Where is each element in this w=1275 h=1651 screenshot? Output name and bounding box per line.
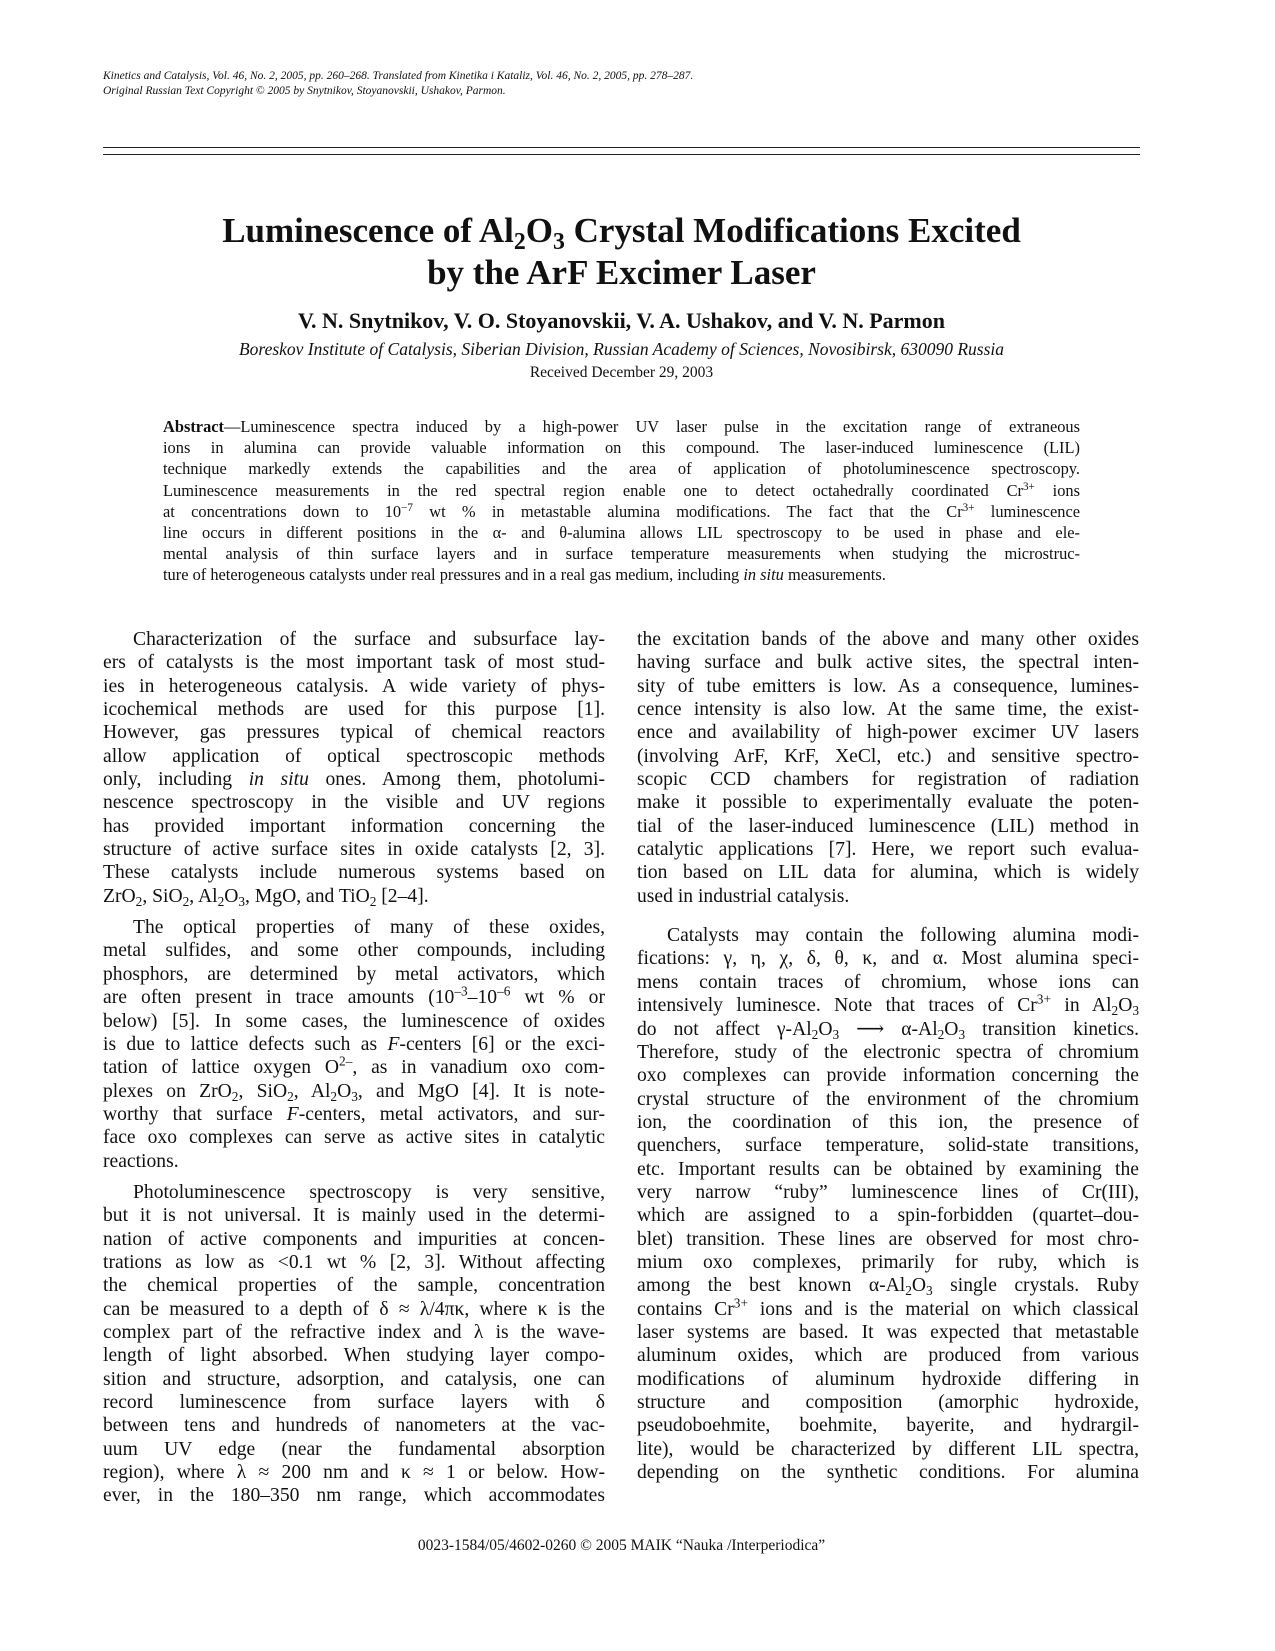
- copyright-line: Original Russian Text Copyright © 2005 by Snytnikov, Stoyanovskii, Ushakov, Parmon.: [103, 85, 506, 97]
- abstract-line: mental analysis of thin surface layers and in surface temperature measurements when studying the microstruc-: [163, 544, 1080, 564]
- abstract-line: ions in alumina can provide valuable information on this compound. The laser-induced luminescence (LIL): [163, 438, 1080, 458]
- abstract-line: line occurs in different positions in the α- and θ-alumina allows LIL spectroscopy to be used in phase and ele-: [163, 523, 1080, 543]
- author-list: V. N. Snytnikov, V. O. Stoyanovskii, V. A. Ushakov, and V. N. Parmon: [297, 308, 945, 333]
- header-rule-bottom: [103, 154, 1140, 155]
- body-column-right: the excitation bands of the above and many other oxides having surface and bulk active sites, the spectral inten- sity of tube emitters is low. As a consequence, lumines- cence intensity is also low. At the same time, the exist- ence and availability of high-power excimer UV lasers (involving ArF, KrF, XeCl, etc.) and sensitive spectro- scopic CCD chambers for registration of radiation make it possible to experimentally evaluate the poten- tial of the laser-induced luminescence (LIL) method in catalytic applications [7]. Here, we report such evalua- tion based on LIL data for alumina, which is widely used in industrial catalysis. Catalysts may contain the following alumina modi- fications: γ, η, χ, δ, θ, κ, and α. Most alumina speci- mens contain traces of chromium, whose ions can intensively luminesce. Note that traces of $Cr^{3+}$ in $Al_2O_3$ do not affect $\gamma-Al_2O_3$ ⟶ $\alpha-Al_2O_3$ transition kinetics. Therefore, study of the electronic spectra of chromium oxo complexes can provide information concerning the crystal structure of the environment of the chromium ion, the coordination of this ion, the presence of quenchers, surface temperature, solid-state transitions, etc. Important results can be obtained by examining the very narrow “ruby” luminescence lines of Cr(III), which are assigned to a spin-forbidden (quartet–dou- blet) transition. These lines are observed for most chro- mium oxo complexes, primarily for ruby, which is among the best known $\alpha-Al_2O_3$ single crystals. Ruby contains $Cr^{3+}$ ions and is the material on which classical laser systems are based. It was expected that metastable aluminum oxides, which are produced from various modifications of aluminum hydroxide differing in structure and composition (amorphic hydroxide, pseudoboehmite, boehmite, bayerite, and hydrargil- lite), would be characterized by different LIL spectra, depending on the synthetic conditions. For alumina: [637, 629, 1139, 1484]
- abstract: [163, 416, 1080, 586]
- body-column-left: Characterization of the surface and subsurface lay- ers of catalysts is the most important task of most stud- ies in heterogeneous catalysis. A wide variety of phys- icochemical methods are used for this purpose [1]. However, gas pressures typical of chemical reactors allow application of optical spectroscopic methods only, including in situ ones. Among them, photolumi- nescence spectroscopy in the visible and UV regions has provided important information concerning the structure of active surface sites in oxide catalysts [2, 3]. These catalysts include numerous systems based on ZrO$_2$, SiO$_2$, $Al_2O_3$, MgO, and TiO$_2$ [2–4]. The optical properties of many of these oxides, metal sulfides, and some other compounds, including phosphors, are determined by metal activators, which are often present in trace amounts ($10^{-3}-10^{-6}$ wt % or below) [5]. In some cases, the luminescence of oxides is due to lattice defects such as F-centers [6] or the exci- tation of lattice oxygen $O^{2-}$, as in vanadium oxo com- plexes on ZrO$_2$, SiO$_2$, $Al_2O_3$, and MgO [4]. It is note- worthy that surface F-centers, metal activators, and sur- face oxo complexes can serve as active sites in catalytic reactions. Photoluminescence spectroscopy is very sensitive, but it is not universal. It is mainly used in the determi- nation of active components and impurities at concen- trations as low as <0.1 wt % [2, 3]. Without affecting the chemical properties of the sample, concentration can be measured to a depth of δ ≈ λ/4πκ, where κ is the complex part of the refractive index and λ is the wave- length of light absorbed. When studying layer compo- sition and structure, adsorption, and catalysis, one can record luminescence from surface layers with δ between tens and hundreds of nanometers at the vac- uum UV edge (near the fundamental absorption region), where λ ≈ 200 nm and κ ≈ 1 or below. How- ever, in the 180–350 nm range, which accommodates: [103, 629, 606, 1507]
- running-header: [103, 69, 1143, 99]
- received-date: Received December 29, 2003: [529, 364, 714, 381]
- affiliation: Boreskov Institute of Catalysis, Siberian Division, Russian Academy of Sciences, Novosibirsk, 630090 Russia: [238, 339, 1005, 359]
- abstract-line: Luminescence measurements in the red spectral region enable one to detect octahedrally coordinated $Cr^{3+}$ ions: [163, 480, 1081, 500]
- abstract-line: Abstract—Luminescence spectra induced by a high-power UV laser pulse in the excitation range of extraneous: [163, 417, 1080, 436]
- paper-title: Luminescence of $Al_2O_3$ Crystal Modifications Excited by the ArF Excimer Laser: [222, 211, 1021, 292]
- journal-citation: Kinetics and Catalysis, Vol. 46, No. 2, 2005, pp. 260–268. Translated from Kinetika i Kataliz, Vol. 46, No. 2, 2005, pp. 278–287.: [103, 70, 694, 82]
- abstract-line: ture of heterogeneous catalysts under real pressures and in a real gas medium, including in situ measurements.: [163, 565, 886, 585]
- abstract-line: technique markedly extends the capabilities and the area of application of photoluminescence spectroscopy.: [163, 459, 1080, 479]
- header-rule-top: [103, 147, 1140, 148]
- abstract-line: at concentrations down to $10^{-7}$ wt % in metastable alumina modifications. The fact that the $Cr^{3+}$ luminescence: [163, 501, 1081, 521]
- page-footer: 0023-1584/05/4602-0260 © 2005 MAIK “Nauka /Interperiodica”: [417, 1537, 826, 1554]
